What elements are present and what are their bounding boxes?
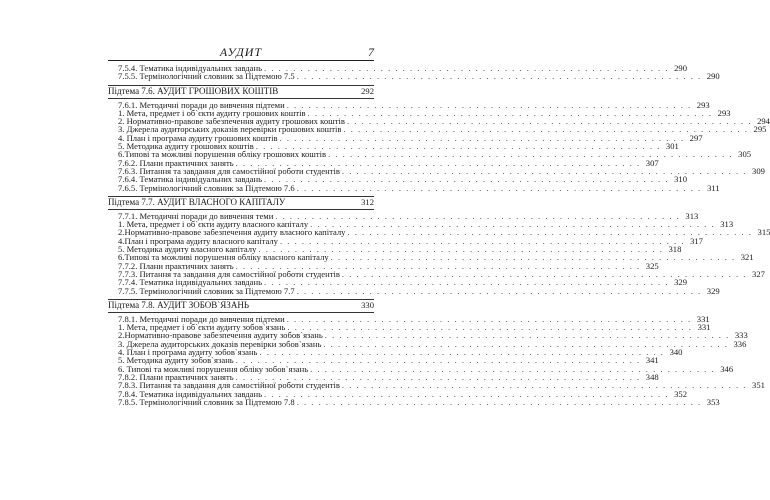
toc-page-number: 325: [645, 260, 659, 271]
toc-entry-label: 6.Типові та можливі порушення обліку грошових коштів: [118, 149, 327, 160]
toc-entry-label: 7.6.3. Питання та завдання для самостійної роботи студентів: [118, 165, 340, 176]
toc-entry-label: 7.6.5. Термінологічний словник за Підтемою 7.6: [118, 182, 295, 193]
toc-leader-dots: . . . . . . . . . . . . . . . . . . . . . . . . . . . . . . . . . . . . . . . . . . . . . . . . . . . . . . . .: [310, 363, 716, 374]
toc-section-heading: [108, 85, 374, 99]
toc-leader-dots: . . . . . . . . . . . . . . . . . . . . . . . . . . . . . . . . . . . . . . . . . . . . . . . . . . . . . . . .: [275, 210, 681, 221]
toc-leader-dots: . . . . . . . . . . . . . . . . . . . . . . . . . . . . . . . . . . . . . . . . . . . . . . . . . . . . . . . .: [235, 260, 641, 271]
toc-entry: [108, 396, 720, 407]
toc-page-number: 294: [757, 116, 770, 127]
toc-page-number: 353: [706, 396, 720, 407]
toc-entry-label: 1. Мета, предмет і об`єкти аудиту грошових коштів: [118, 107, 306, 118]
toc-entry-label: 7.7.4. Тематика індивідуальних завдань: [118, 277, 263, 288]
toc-entry: [108, 71, 720, 82]
toc-leader-dots: . . . . . . . . . . . . . . . . . . . . . . . . . . . . . . . . . . . . . . . . . . . . . . . . . . . . . . . .: [255, 141, 661, 152]
toc-page-number: 290: [674, 63, 687, 73]
toc-page-number: 297: [689, 132, 703, 143]
toc-entry-label: 7.8.3. Питання та завдання для самостійної роботи студентів: [118, 380, 340, 391]
toc-entry-label: 2. Нормативно-правове забезпечення аудиту грошових коштів: [118, 116, 345, 127]
toc-page-number: 290: [706, 71, 720, 82]
toc-leader-dots: . . . . . . . . . . . . . . . . . . . . . . . . . . . . . . . . . . . . . . . . . . . . . . . . . . . . . . . .: [235, 355, 641, 366]
toc-page-number: 327: [752, 268, 765, 279]
toc-page-number: 315: [757, 227, 770, 238]
toc-leader-dots: . . . . . . . . . . . . . . . . . . . . . . . . . . . . . . . . . . . . . . . . . . . . . . . . . . . . . . . .: [264, 174, 669, 185]
toc-leader-dots: . . . . . . . . . . . . . . . . . . . . . . . . . . . . . . . . . . . . . . . . . . . . . . . . . . . . . . . .: [323, 338, 729, 349]
toc-page-number: 309: [752, 165, 765, 176]
toc-leader-dots: . . . . . . . . . . . . . . . . . . . . . . . . . . . . . . . . . . . . . . . . . . . . . . . . . . . . . . . .: [264, 277, 669, 288]
toc-leader-dots: . . . . . . . . . . . . . . . . . . . . . . . . . . . . . . . . . . . . . . . . . . . . . . . . . . . . . . . .: [296, 71, 702, 82]
running-header: [108, 44, 374, 61]
toc-entry-label: 7.5.5. Термінологічний словник за Підтемою 7.5: [118, 71, 295, 82]
toc-entry-label: 5. Методика аудиту власного капіталу: [118, 244, 257, 255]
toc-leader-dots: . . . . . . . . . . . . . . . . . . . . . . . . . . . . . . . . . . . . . . . . . . . . . . . . . . . . . . . .: [279, 132, 685, 143]
toc-leader-dots: . . . . . . . . . . . . . . . . . . . . . . . . . . . . . . . . . . . . . . . . . . . . . . . . . . . . . . . .: [235, 157, 641, 168]
toc-page-number: 336: [733, 338, 747, 349]
toc-entry-label: 5. Методика аудиту грошових коштів: [118, 141, 254, 152]
toc-entry-label: 3. Джерела аудиторських доказів перевірки грошових коштів: [118, 124, 342, 135]
toc-page-number: 305: [738, 149, 752, 160]
toc-page-number: 341: [645, 355, 659, 366]
toc-leader-dots: . . . . . . . . . . . . . . . . . . . . . . . . . . . . . . . . . . . . . . . . . . . . . . . . . . . . . . . .: [307, 107, 713, 118]
toc-leader-dots: . . . . . . . . . . . . . . . . . . . . . . . . . . . . . . . . . . . . . . . . . . . . . . . . . . . . . . . .: [296, 182, 702, 193]
toc-entry-label: 7.8.1. Методичні поради до вивчення підтеми: [118, 313, 285, 324]
toc-leader-dots: . . . . . . . . . . . . . . . . . . . . . . . . . . . . . . . . . . . . . . . . . . . . . . . . . . . . . . . .: [235, 371, 641, 382]
toc-leader-dots: . . . . . . . . . . . . . . . . . . . . . . . . . . . . . . . . . . . . . . . . . . . . . . . . . . . . . . . .: [310, 219, 716, 230]
toc-leader-dots: . . . . . . . . . . . . . . . . . . . . . . . . . . . . . . . . . . . . . . . . . . . . . . . . . . . . . . . .: [296, 285, 702, 296]
toc-page-number: 321: [740, 252, 754, 263]
toc-page-number: 333: [734, 330, 748, 341]
toc-entry-label: 7.7.5. Термінологічний словник за Підтемою 7.7: [118, 285, 295, 296]
toc-leader-dots: . . . . . . . . . . . . . . . . . . . . . . . . . . . . . . . . . . . . . . . . . . . . . . . . . . . . . . . .: [286, 313, 692, 324]
toc-leader-dots: . . . . . . . . . . . . . . . . . . . . . . . . . . . . . . . . . . . . . . . . . . . . . . . . . . . . . . . .: [346, 116, 752, 127]
toc-entry-label: 5. Методика аудиту зобов`язань: [118, 355, 234, 366]
toc-entry-label: 7.8.4. Тематика індивідуальних завдань: [118, 388, 263, 399]
toc-leader-dots: . . . . . . . . . . . . . . . . . . . . . . . . . . . . . . . . . . . . . . . . . . . . . . . . . . . . . . . .: [343, 124, 749, 135]
toc-page-number: 351: [752, 380, 765, 391]
toc-entry-label: 7.7.1. Методичні поради до вивчення теми: [118, 210, 274, 221]
toc-leader-dots: . . . . . . . . . . . . . . . . . . . . . . . . . . . . . . . . . . . . . . . . . . . . . . . . . . . . . . . .: [279, 235, 685, 246]
toc-page-number: 293: [717, 107, 731, 118]
toc-page-number: 317: [690, 235, 703, 246]
toc-page-number: 346: [720, 363, 734, 374]
toc-page-number: 292: [361, 85, 374, 96]
toc-page-number: 330: [361, 299, 374, 310]
toc-entry: [108, 182, 720, 193]
toc-leader-dots: . . . . . . . . . . . . . . . . . . . . . . . . . . . . . . . . . . . . . . . . . . . . . . . . . . . . . . . .: [264, 388, 669, 399]
toc-leader-dots: . . . . . . . . . . . . . . . . . . . . . . . . . . . . . . . . . . . . . . . . . . . . . . . . . . . . . . . .: [286, 99, 692, 110]
toc-entry-label: Підтема 7.8. АУДИТ ЗОБОВ`ЯЗАНЬ: [108, 299, 249, 310]
toc-entry-label: 7.6.2. Плани практичних занять: [118, 157, 234, 168]
toc-leader-dots: . . . . . . . . . . . . . . . . . . . . . . . . . . . . . . . . . . . . . . . . . . . . . . . . . . . . . . . .: [341, 380, 747, 391]
toc-leader-dots: . . . . . . . . . . . . . . . . . . . . . . . . . . . . . . . . . . . . . . . . . . . . . . . . . . . . . . . .: [347, 227, 753, 238]
toc-page-number: 313: [720, 219, 734, 230]
toc-entry-label: 7.7.3. Питання та завдання для самостійної роботи студентів: [118, 268, 340, 279]
toc-leader-dots: . . . . . . . . . . . . . . . . . . . . . . . . . . . . . . . . . . . . . . . . . . . . . . . . . . . . . . . .: [264, 63, 669, 73]
toc-entry-label: Підтема 7.6. АУДИТ ГРОШОВИХ КОШТІВ: [108, 85, 279, 96]
toc-page-number: 307: [645, 157, 659, 168]
header-page-number: 7: [368, 45, 374, 59]
toc-section-heading: [108, 299, 374, 313]
toc-page-number: 331: [697, 322, 711, 333]
toc-leader-dots: . . . . . . . . . . . . . . . . . . . . . . . . . . . . . . . . . . . . . . . . . . . . . . . . . . . . . . . .: [341, 165, 747, 176]
toc-leader-dots: . . . . . . . . . . . . . . . . . . . . . . . . . . . . . . . . . . . . . . . . . . . . . . . . . . . . . . . .: [328, 149, 734, 160]
toc-entry-label: 4. План і програма аудиту грошових коштів: [118, 132, 278, 143]
toc-page-number: 318: [668, 244, 682, 255]
toc-page-number: 293: [696, 99, 710, 110]
toc-page-number: 310: [674, 174, 687, 185]
toc-page-number: 313: [685, 210, 699, 221]
toc-page-number: 329: [674, 277, 687, 288]
toc-page-number: 301: [665, 141, 679, 152]
toc-page-number: 312: [361, 196, 374, 207]
table-of-contents: [108, 63, 770, 407]
toc-entry-label: 6.Типові та можливі порушення обліку власного капіталу: [118, 252, 329, 263]
toc-entry-label: 6. Типові та можливі порушення обліку зобов`язань: [118, 363, 309, 374]
toc-entry-label: 1. Мета, предмет і об`єкти аудиту власного капіталу: [118, 219, 309, 230]
toc-page-number: 352: [674, 388, 687, 399]
toc-entry-label: Підтема 7.7. АУДИТ ВЛАСНОГО КАПІТАЛУ: [108, 196, 286, 207]
toc-leader-dots: . . . . . . . . . . . . . . . . . . . . . . . . . . . . . . . . . . . . . . . . . . . . . . . . . . . . . . . .: [330, 252, 736, 263]
toc-page-number: 295: [753, 124, 767, 135]
toc-page-number: 329: [706, 285, 720, 296]
toc-entry-label: 1. Мета, предмет і об`єкти аудиту зобов`язань: [118, 322, 286, 333]
toc-page-number: 348: [645, 371, 659, 382]
toc-page-number: 331: [696, 313, 710, 324]
toc-entry-label: 3. Джерела аудиторських доказів перевірки зобов`язань: [118, 338, 322, 349]
toc-entry-label: 7.7.2. Плани практичних занять: [118, 260, 234, 271]
toc-entry-label: 2.Нормативно-правове забезпечення аудиту власного капіталу: [118, 227, 346, 238]
toc-entry-label: 2.Нормативно-правове забезпечення аудиту зобов`язань: [118, 330, 323, 341]
toc-entry-label: 7.8.2. Плани практичних занять: [118, 371, 234, 382]
toc-entry-label: 7.6.1. Методичні поради до вивчення підтеми: [118, 99, 285, 110]
toc-leader-dots: . . . . . . . . . . . . . . . . . . . . . . . . . . . . . . . . . . . . . . . . . . . . . . . . . . . . . . . .: [287, 322, 693, 333]
header-title: АУДИТ: [219, 45, 263, 59]
toc-leader-dots: . . . . . . . . . . . . . . . . . . . . . . . . . . . . . . . . . . . . . . . . . . . . . . . . . . . . . . . .: [341, 268, 747, 279]
toc-section-heading: [108, 196, 374, 210]
toc-entry-label: 4.План і програма аудиту власного капіталу: [118, 235, 278, 246]
toc-leader-dots: . . . . . . . . . . . . . . . . . . . . . . . . . . . . . . . . . . . . . . . . . . . . . . . . . . . . . . . .: [258, 244, 664, 255]
toc-page-number: 340: [669, 347, 683, 358]
toc-entry-label: 4. План і програма аудиту зобов`язань: [118, 347, 258, 358]
toc-leader-dots: . . . . . . . . . . . . . . . . . . . . . . . . . . . . . . . . . . . . . . . . . . . . . . . . . . . . . . . .: [324, 330, 730, 341]
toc-leader-dots: . . . . . . . . . . . . . . . . . . . . . . . . . . . . . . . . . . . . . . . . . . . . . . . . . . . . . . . .: [259, 347, 665, 358]
toc-entry: [108, 285, 720, 296]
toc-page-number: 311: [707, 182, 720, 193]
toc-entry-label: 7.5.4. Тематика індивідуальних завдань: [118, 63, 263, 73]
toc-entry-label: 7.6.4. Тематика індивідуальних завдань: [118, 174, 263, 185]
toc-leader-dots: . . . . . . . . . . . . . . . . . . . . . . . . . . . . . . . . . . . . . . . . . . . . . . . . . . . . . . . .: [296, 396, 702, 407]
toc-entry-label: 7.8.5. Термінологічний словник за Підтемою 7.8: [118, 396, 295, 407]
